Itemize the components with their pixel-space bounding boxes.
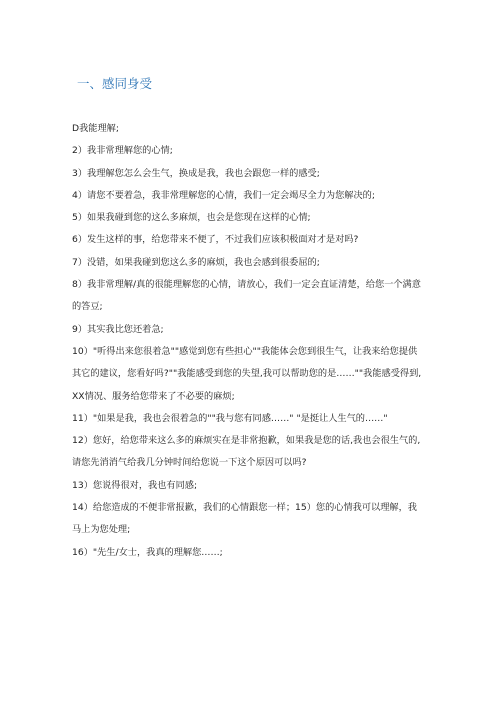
section-heading: 一、感同身受 [77,76,153,91]
text-line: 4）请您不要着急，我非常理解您的心情，我们一定会竭尽全力为您解决的; [72,189,375,201]
text-line: 7）没错，如果我碰到您这么多的麻烦，我也会感到很委屈的; [72,256,320,268]
text-line: 14）给您造成的不便非常报歉，我们的心情跟您一样；15）您的心情我可以理解，我 [72,502,417,514]
text-line: 11）"如果是我，我也会很着急的""我与您有同感……" "是挺让人生气的……" [72,412,388,424]
text-line: 的答豆; [72,301,103,313]
text-line: 2）我非常理解您的心情; [72,145,173,157]
text-line: 16）"先生/女士，我真的理解您……; [72,546,223,558]
text-line: 8）我非常理解/真的很能理解您的心情，请放心，我们一定会直证清楚，给您一个满意 [72,279,421,291]
text-line: 马上为您处理; [72,524,131,536]
text-line: D我能理解; [72,123,119,134]
text-line: XX情况、服务给您带来了不必要的麻烦; [72,390,235,402]
text-line: 9）其实我比您还着急; [72,323,164,335]
text-body [72,118,432,564]
text-line: 12）您好，给您带来这么多的麻烦实在是非常抱歉，如果我是您的话,我也会很生气的, [72,435,421,447]
text-line: 6）发生这样的事，给您带来不便了，不过我们应该积极面对才是对吗? [72,234,359,246]
text-line: 13）您说得很对，我也有同感; [72,479,198,491]
text-line: 3）我理解您怎么会生气，换成是我，我也会跟您一样的感受; [72,167,320,179]
text-line: 10）"听得出来您很着急""感觉到您有些担心""我能体会您到很生气，让我来给您提供 [72,345,418,357]
text-line: 5）如果我碰到您的这么多麻烦，也会是您现在这样的心情; [72,212,311,224]
text-line: 请您先消消气给我几分钟时间给您说一下这个原因可以吗? [72,457,307,469]
text-line: 其它的建议，您看好吗?""我能感受到您的失望,我可以帮助您的是……""我能感受得到, [72,368,422,380]
